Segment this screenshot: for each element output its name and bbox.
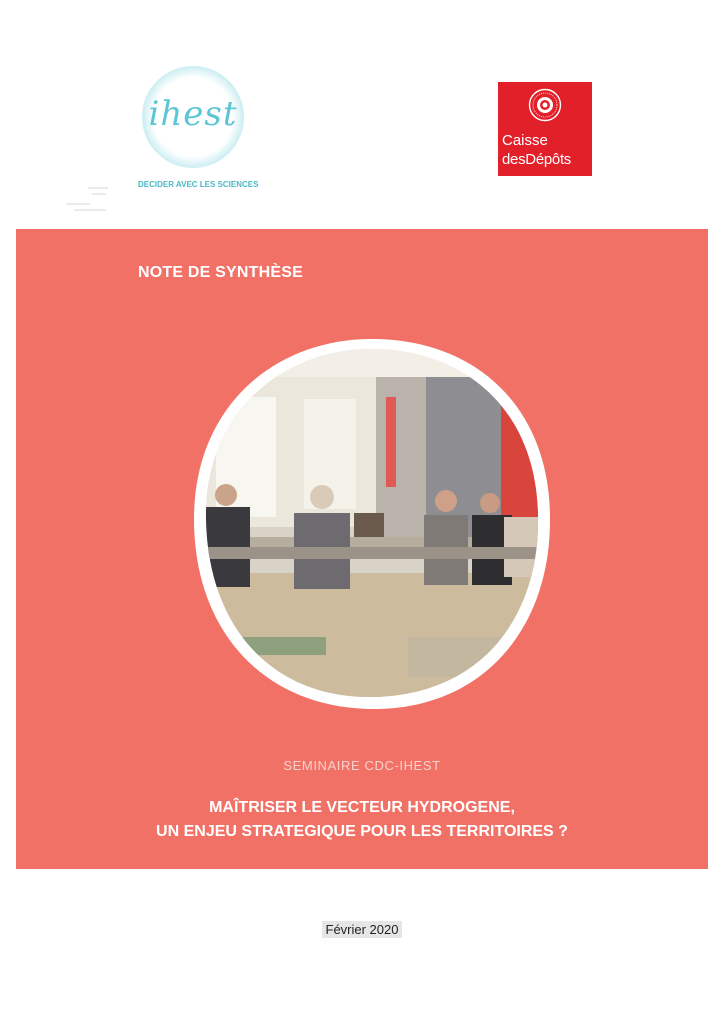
- ihest-wordmark: ihest: [148, 94, 238, 134]
- headline: [16, 796, 708, 844]
- ihest-logo: [138, 66, 259, 192]
- date-row: [0, 921, 724, 939]
- publication-date: Février 2020: [322, 921, 403, 938]
- seminar-photo: [186, 337, 558, 712]
- ihest-tagline: DECIDER AVEC LES SCIENCES: [138, 180, 259, 189]
- cdc-name-line2: desDépôts: [502, 151, 572, 168]
- cdc-name-line1: Caisse: [502, 132, 548, 149]
- cover-band: [16, 229, 708, 869]
- headline-line1: MAÎTRISER LE VECTEUR HYDROGENE,: [209, 799, 515, 816]
- seal-icon: [528, 88, 562, 122]
- note-title: NOTE DE SYNTHÈSE: [138, 264, 304, 281]
- caisse-des-depots-logo: [498, 82, 592, 176]
- seminar-label: SEMINAIRE CDC-IHEST: [283, 758, 441, 773]
- headline-line2: UN ENJEU STRATEGIQUE POUR LES TERRITOIRES ?: [156, 823, 568, 840]
